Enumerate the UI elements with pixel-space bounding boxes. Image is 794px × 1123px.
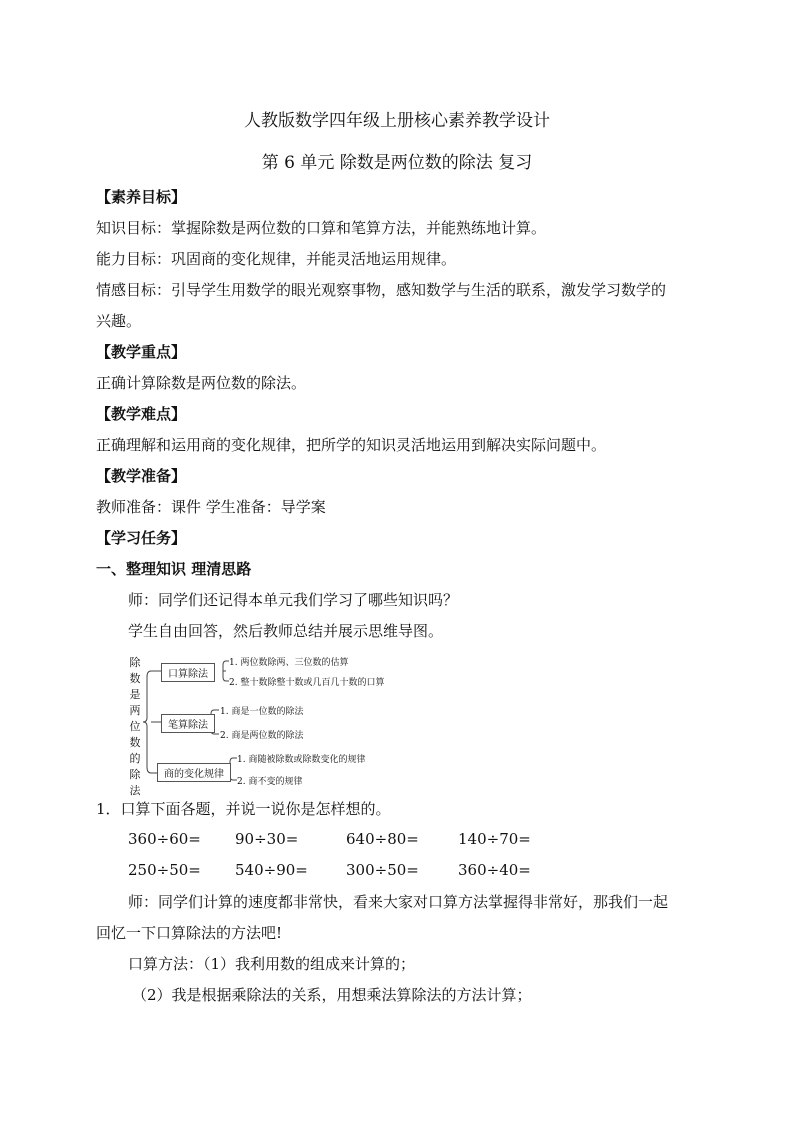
- section-heading-difficulties: 【教学难点】: [96, 405, 187, 423]
- preparation-text: 教师准备：课件 学生准备：导学案: [96, 498, 326, 516]
- mind-map-root-char: 位: [129, 720, 141, 733]
- calc-item: 360÷60=: [128, 830, 201, 848]
- goal-emotion-line-2: 兴趣。: [96, 312, 142, 330]
- method-line-1: 口算方法：（1）我利用数的组成来计算的；: [128, 955, 416, 973]
- calc-item: 90÷30=: [235, 830, 299, 848]
- mind-map-root-char: 除: [129, 768, 141, 781]
- mind-map-branch-written-division: 笔算除法: [161, 714, 215, 733]
- goal-emotion-line-1: 情感目标：引导学生用数学的眼光观察事物，感知数学与生活的联系，激发学习数学的: [96, 281, 667, 299]
- mind-map-root: [125, 655, 145, 799]
- mind-map-leaf: 1. 商是一位数的除法: [220, 707, 304, 717]
- mind-map-root-char: 数: [129, 736, 141, 749]
- section-heading-tasks: 【学习任务】: [96, 529, 187, 547]
- teacher-comment-line-1: 师：同学们计算的速度都非常快，看来大家对口算方法掌握得非常好，那我们一起: [128, 893, 669, 911]
- document-subtitle: 第 6 单元 除数是两位数的除法 复习: [261, 153, 533, 173]
- mind-map-branch-quotient-rules: 商的变化规律: [157, 763, 231, 782]
- section-heading-goals: 【素养目标】: [96, 188, 187, 206]
- calc-item: 140÷70=: [458, 830, 531, 848]
- method-line-2: （2）我是根据乘除法的关系，用想乘法算除法的方法计算；: [132, 986, 532, 1004]
- mind-map-leaf: 2. 商是两位数的除法: [220, 731, 304, 741]
- part-one-heading: 一、整理知识 理清思路: [96, 560, 252, 578]
- mind-map-root-char: 除: [129, 656, 141, 669]
- teacher-question: 师：同学们还记得本单元我们学习了哪些知识吗？: [128, 591, 459, 609]
- calc-item: 640÷80=: [346, 830, 419, 848]
- goal-knowledge: 知识目标：掌握除数是两位数的口算和笔算方法，并能熟练地计算。: [96, 219, 547, 237]
- goal-ability: 能力目标：巩固商的变化规律，并能灵活地运用规律。: [96, 250, 457, 268]
- mind-map-root-char: 是: [129, 688, 141, 701]
- mind-map: [125, 655, 505, 797]
- document-title: 人教版数学四年级上册核心素养教学设计: [244, 111, 550, 131]
- mind-map-leaf: 2. 整十数除整十数或几百几十数的口算: [229, 678, 385, 688]
- mind-map-leaf: 2. 商不变的规律: [237, 777, 303, 787]
- mind-map-root-char: 法: [129, 784, 141, 797]
- calc-item: 250÷50=: [128, 861, 201, 879]
- calc-item: 300÷50=: [346, 861, 419, 879]
- teacher-comment-line-2: 回忆一下口算除法的方法吧!: [96, 924, 283, 942]
- section-heading-key-points: 【教学重点】: [96, 343, 187, 361]
- key-points-text: 正确计算除数是两位数的除法。: [96, 374, 307, 392]
- student-answer: 学生自由回答，然后教师总结并展示思维导图。: [128, 622, 444, 640]
- section-heading-preparation: 【教学准备】: [96, 467, 187, 485]
- mind-map-leaf: 1. 两位数除两、三位数的估算: [229, 658, 349, 668]
- calc-item: 360÷40=: [458, 861, 531, 879]
- mind-map-leaf: 1. 商随被除数或除数变化的规律: [237, 755, 366, 765]
- mind-map-branch-oral-division: 口算除法: [161, 663, 215, 682]
- calc-item: 540÷90=: [235, 861, 308, 879]
- mind-map-root-char: 的: [129, 752, 141, 765]
- difficulties-text: 正确理解和运用商的变化规律，把所学的知识灵活地运用到解决实际问题中。: [96, 436, 607, 454]
- mind-map-root-char: 数: [129, 672, 141, 685]
- mind-map-root-char: 两: [129, 704, 141, 717]
- exercise-question-1: 1．口算下面各题，并说一说你是怎样想的。: [96, 800, 391, 818]
